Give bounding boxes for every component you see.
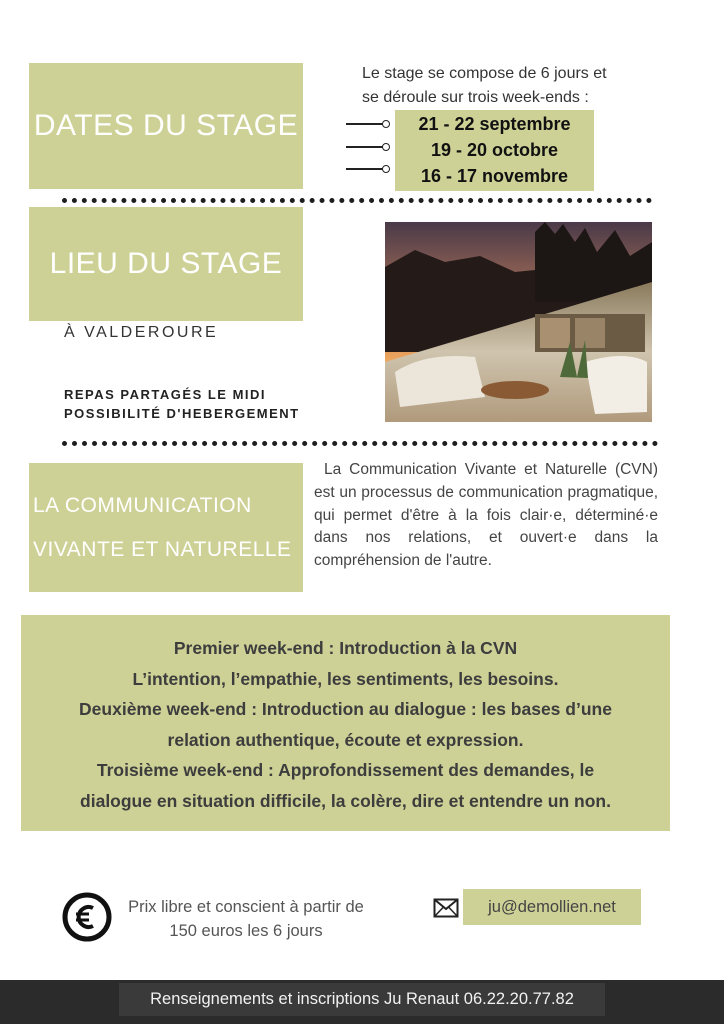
euro-icon [61,891,113,943]
cvn-heading-line1: LA COMMUNICATION [33,493,252,517]
footer-contact [119,983,605,1016]
cvn-heading-box [29,463,303,592]
price-line1: Prix libre et conscient à partir de [128,898,364,916]
program-line: relation authentique, écoute et expression. [167,729,524,750]
lieu-heading-box [29,207,303,321]
footer-bar [0,980,724,1024]
date-connector [346,168,386,170]
price-text [112,895,380,943]
cvn-heading-line2: VIVANTE ET NATURELLE [33,537,292,561]
dates-intro-line2: se déroule sur trois week-ends : [362,89,589,106]
lieu-heading: LIEU DU STAGE [49,247,283,280]
program-line: L’intention, l’empathie, les sentiments, les besoins. [132,668,559,689]
footer-text: Renseignements et inscriptions Ju Renaut 06.22.20.77.82 [150,990,574,1008]
program-line: Troisième week-end : Approfondissement des demandes, le [96,760,595,780]
dates-heading-box [29,63,303,189]
date-connector [346,146,386,148]
lieu-info-line1: REPAS PARTAGÉS LE MIDI [64,387,267,402]
dates-list-box [395,110,594,191]
program-box [21,615,670,831]
dates-heading: DATES DU STAGE [33,109,299,142]
date-connector [346,123,386,125]
dates-intro-line1: Le stage se compose de 6 jours et [362,65,607,82]
lieu-info-line2: POSSIBILITÉ D'HEBERGEMENT [64,406,300,421]
lieu-info [64,385,300,423]
venue-photo [385,222,652,422]
cvn-description: La Communication Vivante et Naturelle (CVN) est un processus de communication pragmatique, qui permet d'être à la fois clair·e, déterminé·e dans nos relations, et ouvert·e dans la compréhension de l'autre. [314,461,658,570]
email-box[interactable] [463,889,641,925]
price-line2: 150 euros les 6 jours [169,922,323,940]
dotted-divider [62,198,652,203]
program-line: dialogue en situation difficile, la colère, dire et entendre un non. [80,790,611,811]
dotted-divider [62,441,658,446]
date-item: 19 - 20 octobre [430,140,559,160]
program-line: Premier week-end : Introduction à la CVN [173,638,518,658]
envelope-icon [433,898,459,918]
lieu-place: À VALDEROURE [64,324,219,341]
dates-intro [362,62,692,110]
email-link[interactable]: ju@demollien.net [488,897,616,916]
date-item: 16 - 17 novembre [420,166,569,186]
program-line: Deuxième week-end : Introduction au dialogue : les bases d’une [79,699,612,719]
date-item: 21 - 22 septembre [418,114,571,134]
